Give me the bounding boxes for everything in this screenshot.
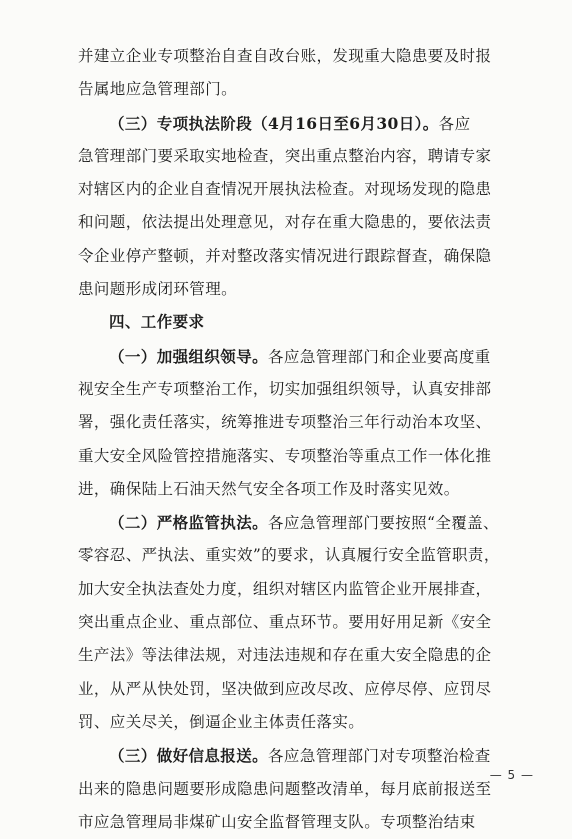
text-segment: 生产法》等法律法规，对违法违规和存在重大安全隐患的企 [78, 646, 492, 665]
text-line [78, 140, 528, 173]
text-line [78, 273, 528, 306]
text-segment: 重大安全风险管控措施落实、专项整治等重点工作一体化推 [78, 446, 492, 465]
bold-text-segment: 四、工作要求 [109, 313, 205, 332]
text-line [78, 73, 528, 106]
text-segment: 急管理部门要采取实地检查，突出重点整治内容，聘请专家 [78, 146, 492, 165]
text-segment: 突出重点企业、重点部位、重点环节。要用好用足新《安全 [78, 613, 492, 632]
bold-text-segment: （一）加强组织领导。 [109, 346, 269, 366]
text-line [78, 573, 528, 606]
text-segment: 并建立企业专项整治自查自改台账，发现重大隐患要及时报 [78, 47, 492, 65]
document-body [78, 40, 528, 839]
text-segment: 加大安全执法查处力度，组织对辖区内监管企业开展排查， [78, 579, 492, 598]
text-line [78, 706, 528, 739]
text-segment: 告属地应急管理部门。 [78, 80, 238, 99]
text-line [78, 539, 528, 572]
text-line [78, 173, 528, 206]
text-line [78, 406, 528, 439]
text-segment: 罚、应关尽关，倒逼企业主体责任落实。 [78, 712, 365, 731]
text-segment: 进，确保陆上石油天然气安全各项工作及时落实见效。 [78, 479, 460, 498]
text-line [78, 107, 528, 140]
text-line [78, 340, 528, 373]
text-segment: 各应急管理部门对专项整治检查 [268, 747, 491, 766]
bold-text-segment: （二）严格监管执法。 [109, 513, 269, 533]
text-line [78, 40, 528, 73]
text-line [78, 240, 528, 273]
text-line [78, 506, 528, 539]
text-line [78, 473, 528, 506]
text-line [78, 373, 528, 406]
text-segment: 对辖区内的企业自查情况开展执法检查。对现场发现的隐患 [78, 180, 492, 199]
text-line [78, 639, 528, 672]
text-line [78, 606, 528, 639]
text-line [78, 440, 528, 473]
text-segment: 市应急管理局非煤矿山安全监督管理支队。专项整治结束 [78, 812, 476, 831]
text-segment: 零容忍、严执法、重实效”的要求，认真履行安全监管职责， [78, 546, 500, 565]
text-line [78, 739, 528, 772]
bold-text-segment: （三）专项执法阶段（4月16日至6月30日）。 [109, 113, 439, 133]
text-segment: 各应急管理部门和企业要高度重 [268, 347, 491, 366]
text-line [78, 206, 528, 239]
page-number: — 5 — [489, 768, 534, 782]
bold-text-segment: （三）做好信息报送。 [109, 746, 269, 766]
text-segment: 视安全生产专项整治工作，切实加强组织领导，认真安排部 [78, 379, 492, 398]
text-segment: 出来的隐患问题要形成隐患问题整改清单，每月底前报送至 [78, 779, 492, 798]
text-segment: 各应急管理部门要按照“全覆盖、 [268, 514, 499, 533]
text-segment: 业，从严从快处罚，坚决做到应改尽改、应停尽停、应罚尽 [78, 679, 492, 698]
text-segment: 令企业停产整顿，并对整改落实情况进行跟踪督查，确保隐 [78, 246, 492, 265]
text-line [78, 773, 528, 806]
text-segment: 各应 [438, 114, 471, 133]
text-line [78, 673, 528, 706]
text-line [78, 806, 528, 839]
text-segment: 和问题，依法提出处理意见，对存在重大隐患的，要依法责 [78, 213, 492, 232]
text-segment: 患问题形成闭环管理。 [78, 280, 238, 299]
section-heading [78, 306, 528, 339]
text-segment: 署，强化责任落实，统筹推进专项整治三年行动治本攻坚、 [78, 413, 492, 432]
